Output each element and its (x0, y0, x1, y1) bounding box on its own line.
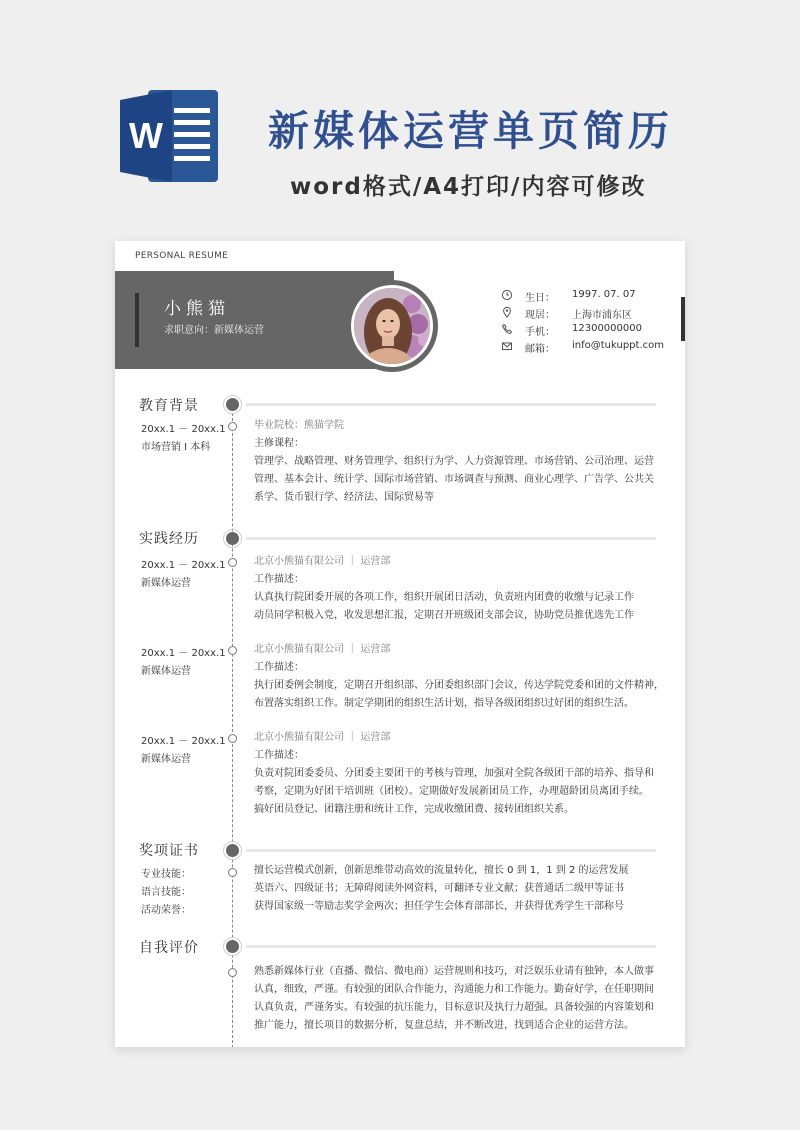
section-dot (226, 940, 239, 953)
practice-item (254, 641, 664, 713)
courses-line: 系学、货币银行学、经济法、国际贸易等 (254, 492, 434, 503)
award-line: 英语六、四级证书；无障碍阅读外网资料，可翻译专业文献；获普通话二级甲等证书 (254, 883, 624, 894)
desc-line: 动员同学积极入党，收发思想汇报，定期召开班级团支部会议，协助党员推优选先工作 (254, 610, 634, 621)
education-period: 20xx.1 － 20xx.1 (141, 424, 226, 435)
award-line: 获得国家级一等励志奖学金两次；担任学生会体育部部长，并获得优秀学生干部称号 (254, 901, 624, 912)
practice-role: 新媒体运营 (141, 578, 191, 589)
timeline-node (228, 868, 237, 877)
section-divider (246, 849, 656, 852)
section-dot (226, 844, 239, 857)
desc-label: 工作描述： (254, 750, 304, 761)
courses-line: 管理学、战略管理、财务管理学、组织行为学、人力资源管理、市场营销、公司治理、运营 (254, 456, 654, 467)
timeline-node (228, 968, 237, 977)
company-dept: 北京小熊猫有限公司 ｜ 运营部 (254, 644, 391, 655)
job-intent: 求职意向：新媒体运营 (164, 325, 264, 336)
info-label: 现居： (525, 310, 555, 321)
section-title-self-eval: 自我评价 (139, 940, 199, 956)
header-side-marker (681, 297, 685, 341)
info-label: 手机： (525, 327, 555, 338)
desc-line: 搞好团员登记、团籍注册和统计工作，完成收缴团费、接转团组织关系。 (254, 804, 574, 815)
timeline-node (228, 422, 237, 431)
resume-page (115, 241, 685, 1047)
info-value: 12300000000 (572, 323, 642, 334)
avatar (346, 280, 438, 372)
timeline-node (228, 734, 237, 743)
personal-resume-label: PERSONAL RESUME (135, 251, 229, 261)
desc-label: 工作描述： (254, 574, 304, 585)
info-label: 生日： (525, 293, 555, 304)
award-label: 语言技能： (141, 887, 191, 898)
svg-text:W: W (129, 115, 163, 156)
self-eval-line: 熟悉新媒体行业（直播、微信、微电商）运营规则和技巧，对泛娱乐业请有独钟，本人做事 (254, 966, 654, 977)
education-details (254, 417, 664, 507)
section-dot (226, 398, 239, 411)
award-details (254, 862, 664, 916)
practice-period: 20xx.1 － 20xx.1 (141, 736, 226, 747)
practice-period: 20xx.1 － 20xx.1 (141, 560, 226, 571)
desc-label: 工作描述： (254, 662, 304, 673)
education-major: 市场营销 I 本科 (141, 442, 211, 453)
desc-line: 布置落实组织工作。制定学期团的组织生活计划，指导各级团组织过好团的组织生活。 (254, 698, 634, 709)
self-eval-line: 认真负责，严谨务实。有较强的抗压能力，目标意识及执行力超强。具备较强的内容策划和 (254, 1002, 654, 1013)
section-divider (246, 945, 656, 948)
company-dept: 北京小熊猫有限公司 ｜ 运营部 (254, 732, 391, 743)
practice-period: 20xx.1 － 20xx.1 (141, 648, 226, 659)
self-eval-text (254, 963, 664, 1035)
courses-label: 主修课程： (254, 438, 304, 449)
info-value: info@tukuppt.com (572, 340, 664, 351)
section-divider (246, 403, 656, 406)
desc-line: 认真执行院团委开展的各项工作，组织开展团日活动，负责班内团费的收缴与记录工作 (254, 592, 634, 603)
mail-icon (501, 340, 513, 352)
banner-subtitle: word格式/A4打印/内容可修改 (290, 174, 647, 200)
desc-line: 考察，定期为好团干培训班（团校）。定期做好发展新团员工作，办理超龄团员离团手续。 (254, 786, 649, 797)
courses-line: 管理、基本会计、统计学、国际市场营销、市场调查与预测、商业心理学、广告学、公共关 (254, 474, 654, 485)
practice-item (254, 553, 664, 625)
location-icon (501, 306, 513, 318)
desc-line: 执行团委例会制度，定期召开组织部、分团委组织部门会议，传达学院党委和团的文件精神， (254, 680, 664, 691)
award-line: 擅长运营模式创新，创新思维带动高效的流量转化，擅长 0 到 1，1 到 2 的运营发展 (254, 865, 629, 876)
header-accent-bar (135, 293, 139, 347)
timeline-node (228, 646, 237, 655)
info-value: 1997. 07. 07 (572, 289, 636, 300)
award-label: 活动荣誉： (141, 905, 191, 916)
practice-role: 新媒体运营 (141, 754, 191, 765)
word-document-icon (118, 84, 226, 188)
practice-role: 新媒体运营 (141, 666, 191, 677)
award-label: 专业技能： (141, 869, 191, 880)
self-eval-line: 认真，细致，严谨。有较强的团队合作能力，沟通能力和工作能力。勤奋好学，在任职期间 (254, 984, 654, 995)
self-eval-line: 推广能力，擅长项目的数据分析，复盘总结，并不断改进，找到适合企业的运营方法。 (254, 1020, 634, 1031)
section-title-practice: 实践经历 (139, 531, 199, 547)
section-divider (246, 537, 656, 540)
section-title-awards: 奖项证书 (139, 843, 199, 859)
info-value: 上海市浦东区 (572, 310, 632, 321)
candidate-name: 小熊猫 (164, 299, 230, 319)
practice-item (254, 729, 664, 819)
info-label: 邮箱： (525, 344, 555, 355)
phone-icon (501, 323, 513, 335)
desc-line: 负责对院团委委员、分团委主要团干的考核与管理，加强对全院各级团干部的培养、指导和 (254, 768, 654, 779)
avatar-photo (351, 285, 433, 367)
section-title-education: 教育背景 (139, 398, 199, 414)
section-dot (226, 532, 239, 545)
clock-icon (501, 289, 513, 301)
company-dept: 北京小熊猫有限公司 ｜ 运营部 (254, 556, 391, 567)
school-name: 毕业院校：熊猫学院 (254, 420, 344, 431)
timeline-node (228, 558, 237, 567)
banner-title: 新媒体运营单页简历 (268, 107, 673, 155)
